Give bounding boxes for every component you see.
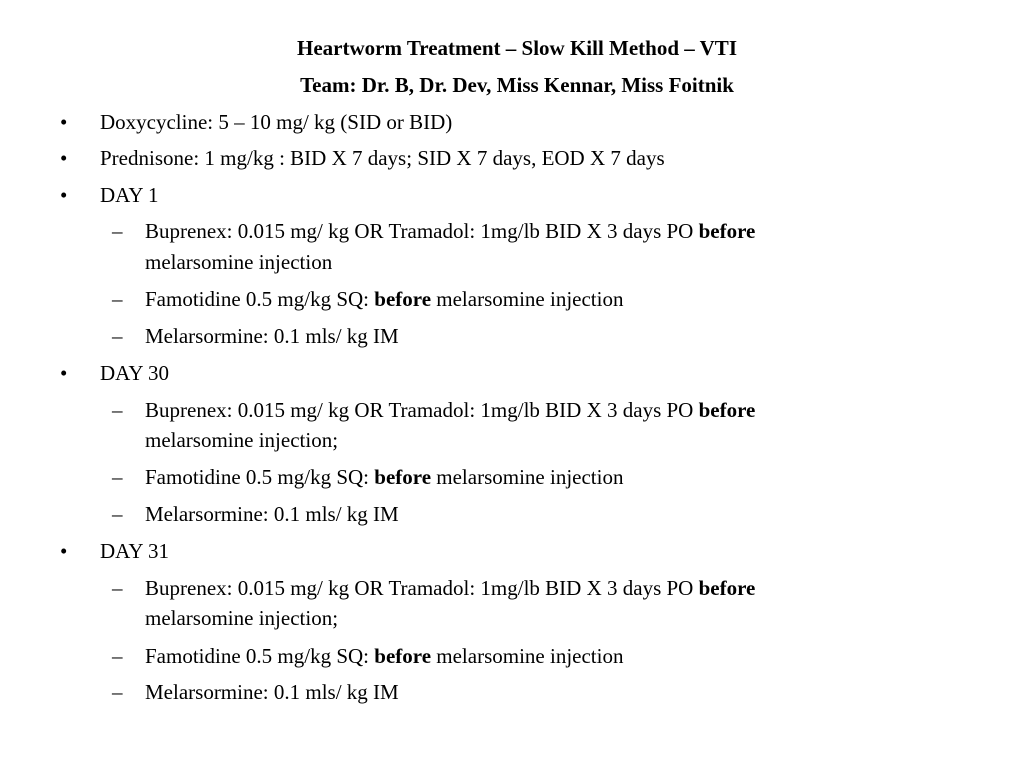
day31-buprenex-line2: melarsomine injection;: [145, 606, 339, 630]
dash-icon: –: [112, 576, 123, 600]
bullet-icon: •: [60, 361, 68, 385]
slide-title: Heartworm Treatment – Slow Kill Method – VTI: [297, 36, 737, 60]
day1-buprenex-line1: Buprenex: 0.015 mg/ kg OR Tramadol: 1mg/lb BID X 3 days PO before: [145, 219, 756, 243]
dash-icon: –: [112, 502, 123, 526]
slide-subtitle-team: Team: Dr. B, Dr. Dev, Miss Kennar, Miss Foitnik: [300, 73, 734, 97]
day30-melarsomine: Melarsormine: 0.1 mls/ kg IM: [145, 502, 399, 526]
dash-icon: –: [112, 324, 123, 348]
bullet-icon: •: [60, 110, 68, 134]
dash-icon: –: [112, 287, 123, 311]
day30-buprenex-line1: Buprenex: 0.015 mg/ kg OR Tramadol: 1mg/lb BID X 3 days PO before: [145, 398, 756, 422]
dash-icon: –: [112, 680, 123, 704]
list-item-prednisone: Prednisone: 1 mg/kg : BID X 7 days; SID X 7 days, EOD X 7 days: [100, 146, 665, 170]
day1-buprenex-line2: melarsomine injection: [145, 250, 333, 274]
list-item-doxycycline: Doxycycline: 5 – 10 mg/ kg (SID or BID): [100, 110, 453, 134]
dash-icon: –: [112, 644, 123, 668]
day31-famotidine: Famotidine 0.5 mg/kg SQ: before melarsomine injection: [145, 644, 624, 668]
bullet-icon: •: [60, 539, 68, 563]
dash-icon: –: [112, 219, 123, 243]
day30-famotidine: Famotidine 0.5 mg/kg SQ: before melarsomine injection: [145, 465, 624, 489]
bullet-icon: •: [60, 183, 68, 207]
day1-melarsomine: Melarsormine: 0.1 mls/ kg IM: [145, 324, 399, 348]
dash-icon: –: [112, 398, 123, 422]
day31-buprenex-line1: Buprenex: 0.015 mg/ kg OR Tramadol: 1mg/lb BID X 3 days PO before: [145, 576, 756, 600]
list-item-day1: DAY 1: [100, 183, 159, 207]
day30-buprenex-line2: melarsomine injection;: [145, 428, 339, 452]
list-item-day31: DAY 31: [100, 539, 170, 563]
day1-famotidine: Famotidine 0.5 mg/kg SQ: before melarsomine injection: [145, 287, 624, 311]
dash-icon: –: [112, 465, 123, 489]
day31-melarsomine: Melarsormine: 0.1 mls/ kg IM: [145, 680, 399, 704]
list-item-day30: DAY 30: [100, 361, 170, 385]
bullet-icon: •: [60, 146, 68, 170]
